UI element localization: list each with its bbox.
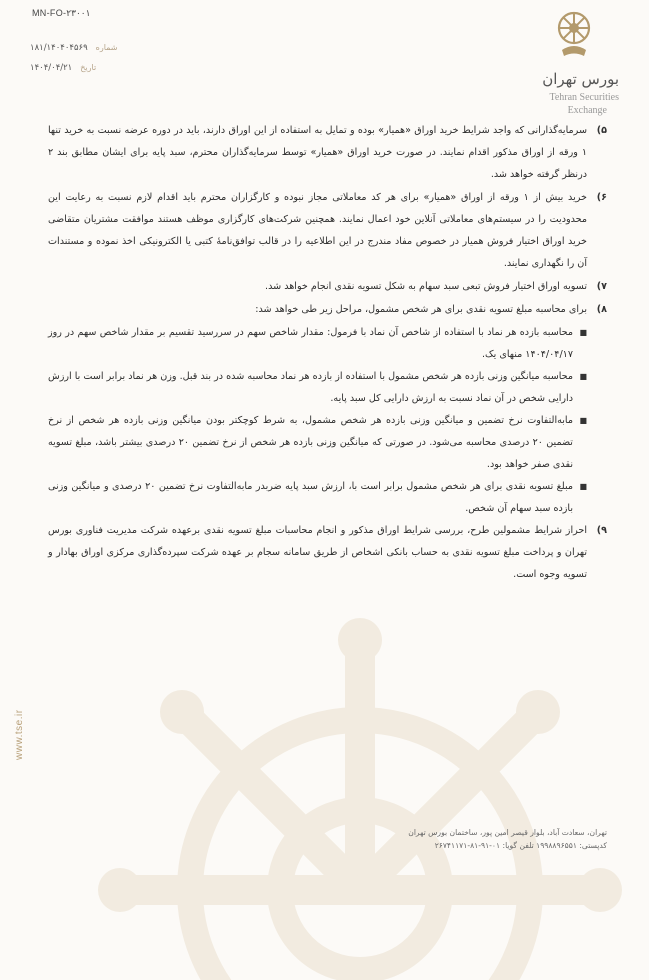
footer-address-block: [408, 826, 607, 852]
list-item: [48, 366, 587, 410]
logo-name-fa: بورس تهران: [542, 70, 619, 88]
clause-text: برای محاسبه مبلغ تسویه نقدی برای هر شخص مشمول، مراحل زیر طی خواهد شد:: [255, 304, 587, 315]
calculation-steps-list: [48, 322, 587, 520]
clause-7: [48, 276, 607, 298]
footer-contact: کدپستی: ۱۹۹۸۸۹۶۵۵۱ تلفن گویا: ۰۱-۹۱-۸۱-۲۶۷۴۱۱۷۱: [434, 841, 607, 850]
clause-text: سرمایه‌گذارانی که واجد شرایط خرید اوراق «همیار» بوده و تمایل به استفاده از این اوراق دارند، باید در دوره عرضه نسبت به خرید تنها ۱ ورقه از اوراق مذکور اقدام نمایند. در صورت خرید اوراق «همیار» توسط سرمایه‌گذاران محترم، سبد پایه برای ایشان مطابق بند ۲ درنظر گرفته خواهد شد.: [48, 125, 587, 180]
clause-number: ۷): [596, 281, 607, 292]
footer-address: تهران، سعادت آباد، بلوار قیصر امین پور، ساختمان بورس تهران: [408, 828, 607, 837]
document-body: [48, 120, 607, 587]
logo-name-en-line2: Exchange: [567, 105, 607, 116]
list-item: [48, 322, 587, 366]
clause-8: [48, 299, 607, 321]
list-item: [48, 476, 587, 520]
tse-logo: [529, 10, 619, 120]
clause-9: [48, 520, 607, 586]
clause-number: ۸): [596, 304, 607, 315]
logo-name-en-line1: Tehran Securities: [549, 92, 619, 103]
clause-number: ۹): [596, 525, 607, 536]
letter-number-row: [30, 38, 130, 58]
bullet-square-icon: ■: [579, 372, 587, 381]
letter-date-row: [30, 58, 130, 78]
watermark-wheel-graphic: [70, 560, 630, 980]
clause-number: ۵): [596, 125, 607, 136]
number-label: شماره: [95, 43, 118, 52]
number-value: ۱۸۱/۱۴۰۴۰۴۵۶۹: [30, 43, 88, 53]
clause-5: [48, 120, 607, 186]
list-item: [48, 410, 587, 476]
bullet-text: مبلغ تسویه نقدی برای هر شخص مشمول برابر است با، ارزش سبد پایه ضربدر مابه‌التفاوت نرخ تضمین ۲۰ درصدی و میانگین وزنی بازده سبد سهام آن شخص.: [48, 481, 574, 514]
letter-meta: [30, 38, 130, 78]
bullet-square-icon: ■: [579, 328, 587, 337]
website-url[interactable]: www.tse.ir: [14, 709, 25, 760]
bullet-square-icon: ■: [579, 416, 587, 425]
bullet-text: مابه‌التفاوت نرخ تضمین و میانگین وزنی بازده هر شخص مشمول، به شرط کوچکتر بودن میانگین وزنی بازده هر شخص از نرخ تضمین ۲۰ درصدی محاسبه می‌شود. در صورتی که میانگین وزنی بازده هر شخص از نرخ تضمین ۲۰ درصدی بیشتر باشد، مبلغ تسویه نقدی صفر خواهد بود.: [48, 415, 573, 470]
date-label: تاریخ: [80, 63, 97, 72]
document-code: MN-FO-۲۳۰۰۱: [32, 8, 91, 18]
bullet-text: محاسبه بازده هر نماد با استفاده از شاخص آن نماد با فرمول: مقدار شاخص سهم در سررسید تقسیم بر مقدار شاخص سهم در روز ۱۴۰۴/۰۴/۱۷ منهای یک.: [48, 327, 573, 360]
date-value: ۱۴۰۴/۰۴/۲۱: [30, 63, 73, 73]
clause-text: تسویه اوراق اختیار فروش تبعی سبد سهام به شکل تسویه نقدی انجام خواهد شد.: [265, 281, 587, 292]
clause-text: خرید بیش از ۱ ورقه از اوراق «همیار» برای هر کد معاملاتی مجاز نبوده و کارگزاران محترم باید اقدام لازم نسبت به رعایت این محدودیت را در سیستم‌های معاملاتی آنلاین خود اعمال نمایند. همچنین شرکت‌های کارگزاری موظف هستند موافقت مشتریان متقاضی خرید اوراق اختیار فروش همیار در خصوص مفاد مندرج در این اطلاعیه را در قالب توافق‌نامهٔ کتبی یا الکترونیکی اخذ نموده و مستندات آن را نگهداری نمایند.: [48, 192, 587, 269]
clause-6: [48, 187, 607, 275]
clause-number: ۶): [596, 192, 607, 203]
clause-text: احراز شرایط مشمولین طرح، بررسی شرایط اوراق مذکور و انجام محاسبات مبلغ تسویه نقدی برعهده شرکت مدیریت فناوری بورس تهران و پرداخت مبلغ تسویه نقدی به حساب بانکی اشخاص از طریق سامانه سجام بر عهده شرکت سپرده‌گذاری مرکزی اوراق بهادار و تسویه وجوه است.: [48, 525, 587, 580]
bullet-square-icon: ■: [579, 482, 587, 491]
tse-emblem-icon: [557, 10, 591, 64]
bullet-text: محاسبه میانگین وزنی بازده هر شخص مشمول با استفاده از بازده هر نماد محاسبه شده در بند قبل. وزن هر نماد برابر است با ارزش دارایی شخص در آن نماد نسبت به ارزش دارایی کل سبد پایه.: [48, 371, 573, 404]
